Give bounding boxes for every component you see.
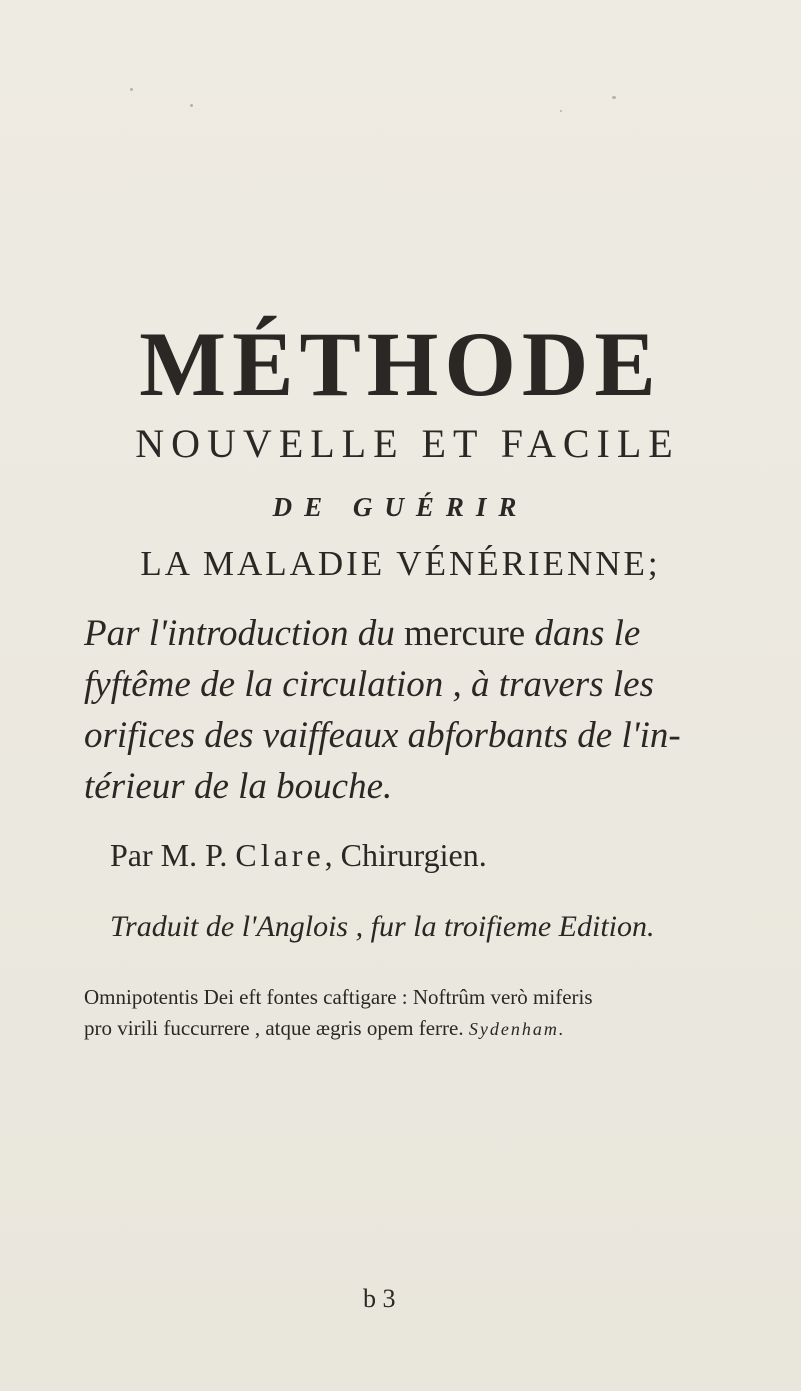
paper-speck (190, 104, 193, 107)
title-de-guerir: DE GUÉRIR (272, 492, 529, 522)
author-name: Clare (235, 837, 325, 873)
paper-speck (560, 110, 562, 112)
epigraph-signature: Sydenham. (468, 1019, 566, 1039)
title-methode: MÉTHODE (139, 313, 662, 415)
description-text: dans le (525, 613, 641, 654)
subtitle-description (84, 608, 724, 812)
author-line (110, 839, 487, 871)
title-nouvelle-et-facile: NOUVELLE ET FACILE (135, 421, 680, 466)
description-line-3: orifices des vaiffeaux abforbants de l'in- (84, 715, 681, 756)
epigraph (84, 982, 744, 1045)
epigraph-text: pro virili fuccurrere , atque ægris opem ferre. (84, 1016, 464, 1040)
author-suffix: , Chirurgien. (324, 837, 487, 873)
printer-signature-mark: b 3 (363, 1284, 396, 1313)
author-prefix: Par M. P. (110, 837, 236, 873)
description-line-1 (84, 608, 724, 659)
epigraph-line-1: Omnipotentis Dei eft fontes caftigare : Noftrûm verò miferis (84, 985, 593, 1009)
title-maladie-venerienne: LA MALADIE VÉNÉRIENNE; (140, 544, 661, 583)
paper-speck (612, 96, 616, 99)
description-line-2: fyftême de la circulation , à travers les (84, 664, 654, 705)
description-text: Par l'introduction du (84, 613, 405, 654)
epigraph-line-2 (84, 1013, 744, 1045)
paper-speck (130, 88, 133, 91)
description-mercure: mercure (404, 613, 526, 654)
description-line-4: térieur de la bouche. (84, 766, 393, 807)
translation-note: Traduit de l'Anglois , fur la troifieme Edition. (110, 910, 655, 943)
